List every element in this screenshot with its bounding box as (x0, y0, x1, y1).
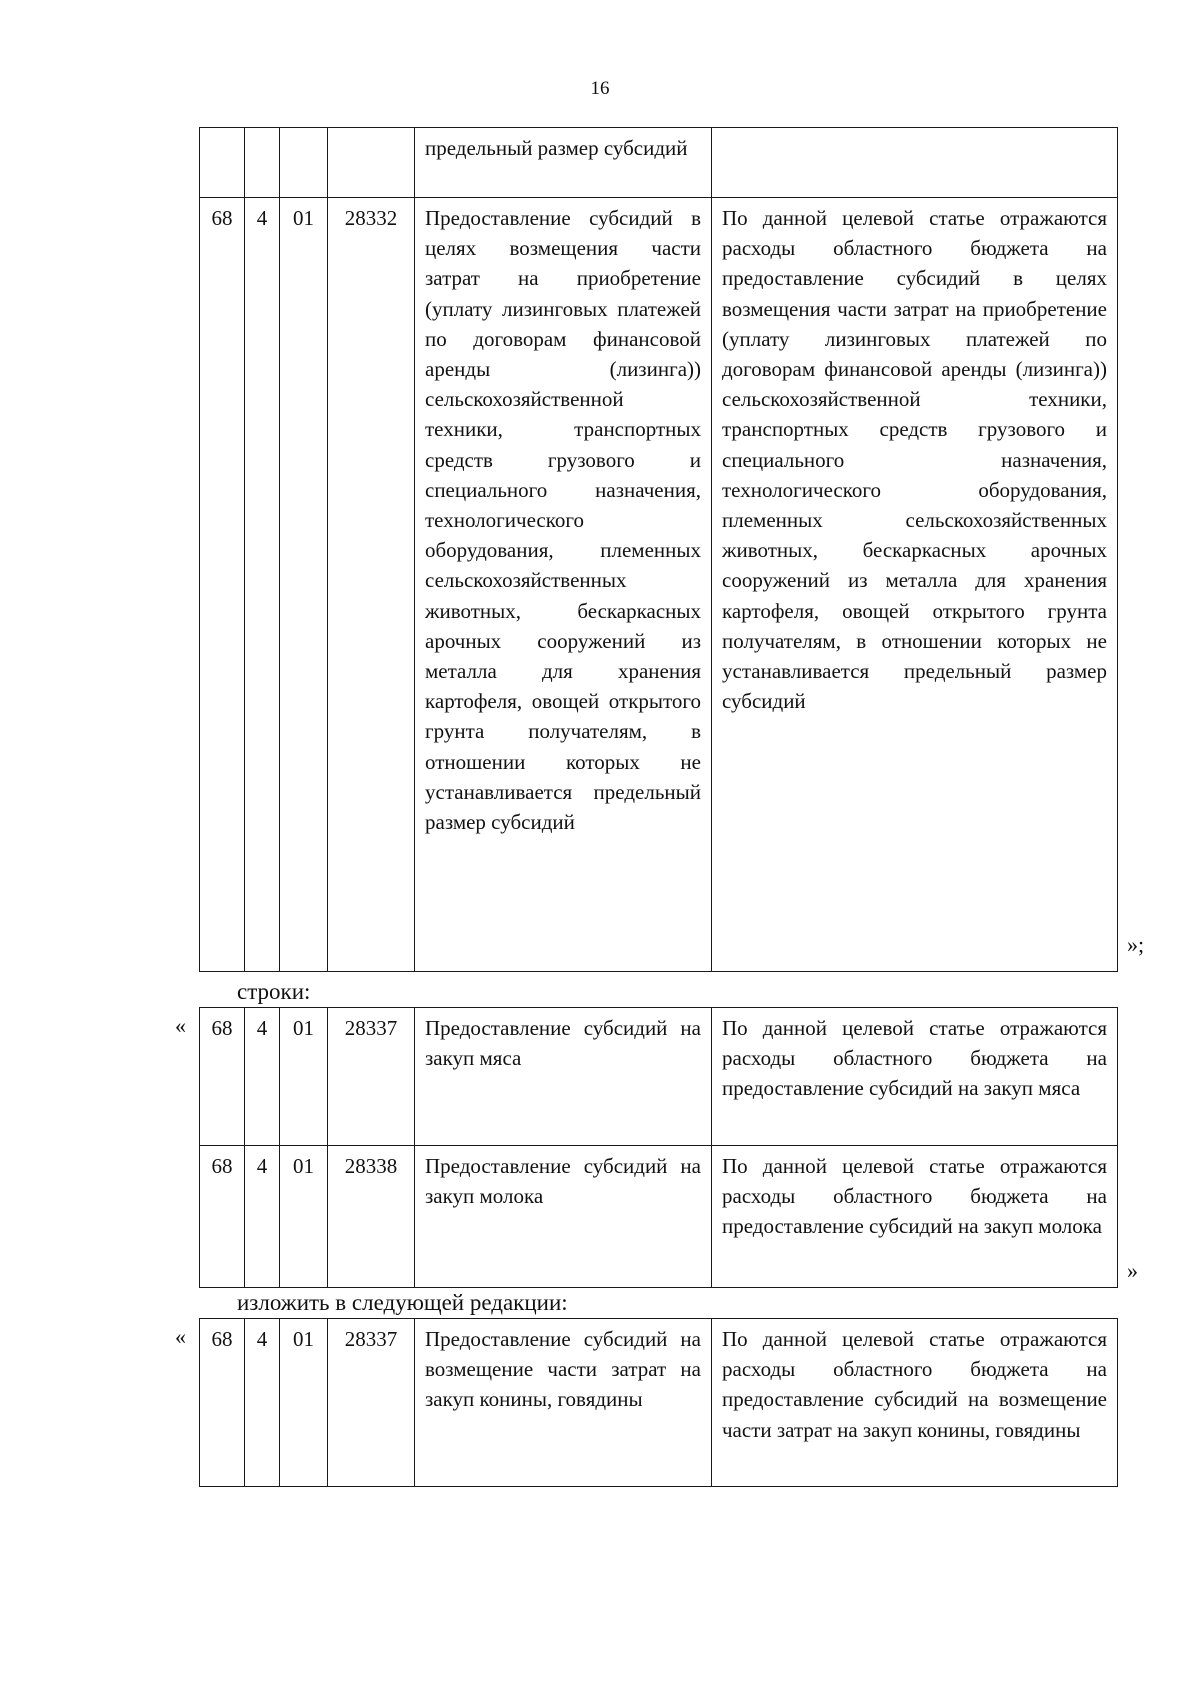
code-cell (280, 128, 328, 198)
item-description-cell: По данной целевой статье отражаются расходы областного бюджета на предоставление субсидий на закуп молока (712, 1146, 1118, 1288)
opening-quote-mark: « (175, 1013, 186, 1038)
code-cell: 01 (280, 1319, 328, 1487)
budget-classification-table (199, 127, 1118, 972)
table-row (200, 128, 1118, 198)
item-description-cell: По данной целевой статье отражаются расходы областного бюджета на предоставление субсидий в целях возмещения части затрат на приобретение (уплату лизинговых платежей по договорам финансовой аренды (лизинга)) сельскохозяйственной техники, транспортных средств грузового и специального назначения, технологического оборудования, племенных сельскохозяйственных животных, бескаркасных арочных сооружений из металла для хранения картофеля, овощей открытого грунта получателям, в отношении которых не устанавливается предельный размер субсидий (712, 198, 1118, 972)
current-rows-table (199, 1007, 1118, 1288)
item-name-cell: Предоставление субсидий в целях возмещения части затрат на приобретение (уплату лизинговых платежей по договорам финансовой аренды (лизинга)) сельскохозяйственной техники, транспортных средств грузового и специального назначения, технологического оборудования, племенных сельскохозяйственных животных, бескаркасных арочных сооружений из металла для хранения картофеля, овощей открытого грунта получателям, в отношении которых не устанавливается предельный размер субсидий (415, 198, 712, 972)
code-cell: 28332 (328, 198, 415, 972)
code-cell: 01 (280, 198, 328, 972)
item-description-cell: По данной целевой статье отражаются расходы областного бюджета на предоставление субсидий на возмещение части затрат на закуп конины, говядины (712, 1319, 1118, 1487)
code-cell (200, 128, 245, 198)
table-row (200, 1008, 1118, 1146)
table-row (200, 1146, 1118, 1288)
code-cell: 4 (245, 1319, 280, 1487)
code-cell (245, 128, 280, 198)
code-cell: 4 (245, 1146, 280, 1288)
item-name-cell: Предоставление субсидий на закуп молока (415, 1146, 712, 1288)
section-caption-new-edition: изложить в следующей редакции: (237, 1290, 568, 1315)
code-cell: 68 (200, 1008, 245, 1146)
new-rows-table (199, 1318, 1118, 1487)
closing-quote-mark: »; (1127, 932, 1145, 957)
code-cell: 4 (245, 1008, 280, 1146)
code-cell: 01 (280, 1146, 328, 1288)
code-cell: 28337 (328, 1008, 415, 1146)
item-name-cell: Предоставление субсидий на возмещение части затрат на закуп конины, говядины (415, 1319, 712, 1487)
code-cell: 68 (200, 1146, 245, 1288)
item-name-cell: Предоставление субсидий на закуп мяса (415, 1008, 712, 1146)
table-row (200, 1319, 1118, 1487)
code-cell: 68 (200, 1319, 245, 1487)
item-name-cell: предельный размер субсидий (415, 128, 712, 198)
item-description-cell: По данной целевой статье отражаются расходы областного бюджета на предоставление субсидий на закуп мяса (712, 1008, 1118, 1146)
code-cell: 28337 (328, 1319, 415, 1487)
code-cell: 28338 (328, 1146, 415, 1288)
code-cell: 4 (245, 198, 280, 972)
code-cell: 01 (280, 1008, 328, 1146)
table-row (200, 198, 1118, 972)
section-caption-rows: строки: (237, 979, 311, 1004)
code-cell: 68 (200, 198, 245, 972)
opening-quote-mark: « (175, 1324, 186, 1349)
item-description-cell (712, 128, 1118, 198)
code-cell (328, 128, 415, 198)
closing-quote-mark: » (1127, 1258, 1138, 1283)
page-number: 16 (590, 78, 610, 99)
